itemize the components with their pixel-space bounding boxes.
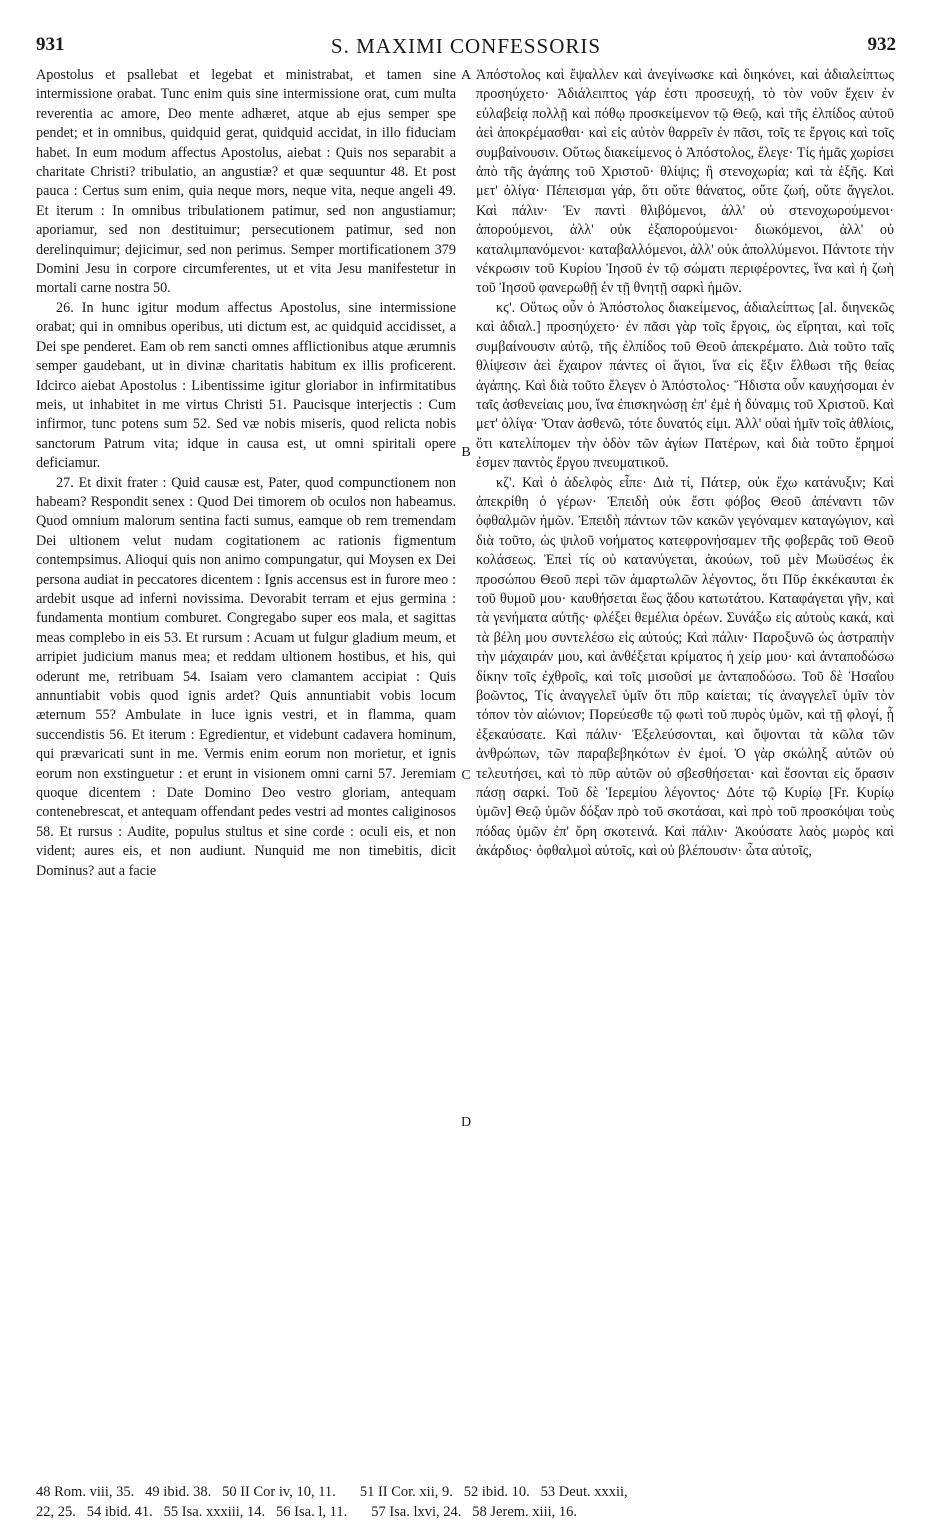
latin-paragraph: 26. In hunc igitur modum affectus Apostolus, sine intermissione orabat; qui in omnibus operibus, uti dictum est, ac quidquid accidisset, a Dei spe penderet. Eam ob rem sancti omnes afflictionibus atque ærumnis semper gaudebant, ut in divinæ charitatis habitum ex illis proficerent. Idcirco aiebat Apostolus : Libentissime igitur gloriabor in infirmitatibus meis, ut inhabitet in me virtus Christi 51. Paucisque interjectis : Cum infirmor, tunc potens sum 52. Sed væ nobis miseris, quod relicta nobis sanctorum Patrum vita; idque in causa est, ut omni spiritali opere deficiamur.: [36, 299, 456, 472]
footnote-text: 57 Isa. lxvi, 24. 58 Jerem. xiii, 16.: [371, 1504, 577, 1520]
latin-column: [36, 66, 456, 881]
footnotes: [36, 1482, 896, 1522]
footnote-text: 22, 25. 54 ibid. 41. 55 Isa. xxxiii, 14. 56 Isa. l, 11.: [36, 1504, 348, 1520]
margin-marker-b: B: [461, 445, 471, 460]
footnote-line: [36, 1502, 896, 1522]
footnote-line: [36, 1482, 896, 1502]
margin-marker-a: A: [460, 68, 472, 83]
running-title: S. MAXIMI CONFESSORIS: [330, 34, 602, 58]
page-number-left: 931: [36, 34, 65, 55]
latin-paragraph: Apostolus et psallebat et legebat et ministrabat, et tamen sine intermissione orabat. Tunc enim quis sine intermissione orat, cum multa reverentia ac amore, Deo mente adhæret, atque ab ejus semper spe pendet; et in omnibus, quidquid gerat, quidquid accidat, in illo fiduciam habet. In eum modum affectus Apostolus, aiebat : Quis nos separabit a charitate Christi? tribulatio, an angustiæ? et quæ sequuntur 48. Et post pauca : Certus sum enim, quia neque mors, neque vita, neque angeli 49. Et iterum : In omnibus tribulationem patimur, sed non angustiamur; aporiamur, sed non destituimur; persecutionem patimur, sed non derelinquimur; dejicimur, sed non perimus. Semper mortificationem 379 Domini Jesu in corpore circumferentes, ut et vita Jesu manifestetur in mortali carne nostra 50.: [36, 67, 456, 297]
greek-paragraph: κζ'. Καὶ ὁ ἀδελφὸς εἶπε· Διὰ τί, Πάτερ, οὐκ ἔχω κατάνυξιν; Καὶ ἀπεκρίθη ὁ γέρων· Ἐπειδὴ οὐκ ἔστι φόβος Θεοῦ ἀπέναντι τῶν ὀφθαλμῶν ἡμῶν. Ἐπειδὴ πάντων τῶν κακῶν γεγόναμεν καταγώγιον, καὶ διὰ τοῦτο, ὡς ψιλοῦ νοήματος κατεφρονήσαμεν τῆς φοβερᾶς τοῦ Θεοῦ κολάσεως. Ἐπεὶ τίς οὐ κατανύγεται, ἀκούων, τοῦ μὲν Μωϋσέως ἐκ προσώπου Θεοῦ περὶ τῶν ἁμαρτωλῶν λέγοντος, ὅτι Πῦρ ἐκκέκαυται ἐκ τοῦ θυμοῦ μου· καυθήσεται ἕως ᾅδου κατωτάτου. Καταφάγεται γῆν, καὶ τὰ γενήματα αὐτῆς· φλέξει θεμέλια ὀρέων. Συνάξω εἰς αὐτοὺς κακά, καὶ τὰ βέλη μου συντελέσω εἰς αὐτούς; Καὶ πάλιν· Παροξυνῶ ὡς ἀστραπὴν τὴν μάχαιράν μου, καὶ ἀνθέξεται κρίματος ἡ χείρ μου· καὶ ἀνταποδώσω δίκην τοῖς ἐχθροῖς, καὶ τοῖς μισοῦσί με ἀνταποδώσω. Τοῦ δὲ Ἡσαΐου βοῶντος, Τίς ἀναγγελεῖ ὑμῖν ὅτι πῦρ καίεται; τίς ἀναγγελεῖ ὑμῖν τὸν τόπον τὸν αἰώνιον; Πορεύεσθε τῷ φωτὶ τοῦ πυρὸς ὑμῶν, καὶ τῇ φλογί, ᾗ ἐξεκαύσατε. Καὶ πάλιν· Ἐξελεύσονται, καὶ ὄψονται τὰ κῶλα τῶν ἀνθρώπων, τῶν παραβεβηκότων ἐν ἐμοί. Ὁ γὰρ σκώληξ αὐτῶν οὐ τελευτήσει, καὶ τὸ πῦρ αὐτῶν οὐ σβεσθήσεται· καὶ ἔσονται εἰς ὅρασιν πάσῃ σαρκί. Τοῦ δὲ Ἱερεμίου λέγοντος· Δότε τῷ Κυρίῳ [Fr. Κυρίῳ ὑμῶν] Θεῷ ὑμῶν δόξαν πρὸ τοῦ σκοτάσαι, καὶ πρὸ τοῦ προσκόψαι τοὺς πόδας ὑμῶν ἐπ' ὄρη σκοτεινά. Καὶ πάλιν· Ἀκούσατε λαὸς μωρὸς καὶ ἀκάρδιος· ὀφθαλμοὶ αὐτοῖς, καὶ οὐ βλέπουσιν· ὦτα αὐτοῖς,: [476, 474, 894, 860]
footnote-text: 48 Rom. viii, 35. 49 ibid. 38. 50 II Cor iv, 10, 11.: [36, 1484, 336, 1500]
footnote-text: 51 II Cor. xii, 9. 52 ibid. 10. 53 Deut. xxxii,: [359, 1484, 628, 1500]
margin-marker-d: D: [460, 1115, 472, 1130]
margin-marker-c: C: [461, 768, 471, 783]
greek-paragraph: Ἀπόστολος καὶ ἔψαλλεν καὶ ἀνεγίνωσκε καὶ διηκόνει, καὶ ἀδιαλείπτως προσηύχετο· Ἀδιάλειπτος γάρ ἐστι προσευχή, τὸ τὸν νοῦν ἔχειν ἐν εὐλαβείᾳ πολλῇ καὶ πόθῳ προσκείμενον τῷ Θεῷ, καὶ τῆς ἐλπίδος αὐτοῦ ἀεὶ ἀποκρέμασθαι· καὶ εἰς αὐτὸν θαρρεῖν ἐν πᾶσι, τοῖς τε ἔργοις καὶ τοῖς συμβαίνουσιν. Οὕτως διακείμενος ὁ Ἀπόστολος, ἔλεγε· Τίς ἡμᾶς χωρίσει ἀπὸ τῆς ἀγάπης τοῦ Χριστοῦ· θλίψις; ἢ στενοχωρία; καὶ τὰ ἑξῆς. Καὶ μετ' ὀλίγα· Πέπεισμαι γάρ, ὅτι οὔτε θάνατος, οὔτε ζωή, οὔτε ἄγγελοι. Καὶ πάλιν· Ἐν παντὶ θλιβόμενοι, ἀλλ' οὐ στενοχωρούμενοι· ἀπορούμενοι, ἀλλ' οὐκ ἐξαπορούμενοι· διωκόμενοι, ἀλλ' οὐ καταλιμπανόμενοι· καταβαλλόμενοι, ἀλλ' οὐκ ἀπολλύμενοι. Πάντοτε τὴν νέκρωσιν τοῦ Κυρίου Ἰησοῦ ἐν τῷ σώματι περιφέροντες, ἵνα καὶ ἡ ζωὴ τοῦ Ἰησοῦ φανερωθῇ ἐν τῇ θνητῇ σαρκὶ ἡμῶν.: [476, 67, 894, 297]
page-header: [36, 34, 896, 60]
greek-paragraph: κϛ'. Οὕτως οὖν ὁ Ἀπόστολος διακείμενος, ἀδιαλείπτως [al. διηνεκῶς καὶ ἀδιαλ.] προσηύχετο· ἐν πᾶσι γὰρ τοῖς ἔργοις, ὡς εἴρηται, καὶ τοῖς συμβαίνουσιν αὐτῷ, τῆς ἐλπίδος τοῦ Θεοῦ ἀπεκρέματο. Διὰ τοῦτο ταῖς θλίψεσιν ἀεὶ ἔχαιρον πάντες οἱ ἅγιοι, ἵνα εἰς ἕξιν ἔλθωσι τῆς θείας ἀγάπης. Καὶ διὰ τοῦτο ἔλεγεν ὁ Ἀπόστολος· Ἥδιστα οὖν καυχήσομαι ἐν ταῖς ἀσθενείαις μου, ἵνα ἐπισκηνώσῃ ἐπ' ἐμὲ ἡ δύναμις τοῦ Χριστοῦ. Καὶ μετ' ὀλίγα· Ὅταν ἀσθενῶ, τότε δυνατός εἰμι. Ἀλλ' οὐαὶ ἡμῖν τοῖς ἀθλίοις, ὅτι κατελίπομεν τὴν ὁδὸν τῶν ἁγίων Πατέρων, καὶ διὰ τοῦτο ἔρημοί ἐσμεν παντὸς ἔργου πνευματικοῦ.: [476, 299, 894, 472]
greek-column: [476, 66, 894, 862]
page-number-right: 932: [867, 34, 896, 55]
latin-paragraph: 27. Et dixit frater : Quid causæ est, Pater, quod compunctionem non habeam? Respondit senex : Quod Dei timorem ob oculos non habeamus. Quod omnium malorum sentina facti sumus, eamque ob rem tremendam Dei ultionem velut nudam cogitationem ac rationis figmentum contempsimus. Alioqui quis non animo compungatur, qui Moysen ex Dei persona audiat in peccatores dicentem : Ignis accensus est in furore meo : ardebit usque ad inferni novissima. Devorabit terram et ejus germina : fundamenta montium comburet. Congregabo super eos mala, et sagittas meas complebo in eis 53. Et rursum : Acuam ut fulgur gladium meum, et arripiet judicium manus mea; et reddam ultionem hostibus, et his, qui oderunt me, retribuam 54. Isaiam vero clamantem accipiat : Quis annuntiabit vobis quod ignis ardet? Quis annuntiabit vobis locum æternum 55? Ambulate in luce ignis vestri, et in flamma, quam succendistis 56. Et iterum : Egredientur, et videbunt cadavera hominum, qui prævaricati sunt in me. Vermis enim eorum non morietur, et ignis eorum non exstinguetur : et erunt in visionem omni carni 57. Jeremiam quoque dicentem : Date Domino Deo vestro gloriam, antequam contenebrescat, et antequam offendant pedes vestri ad montes caliginosos 58. Et rursus : Audite, populus stultus et sine corde : oculi eis, et non vident; aures eis, et non audiunt. Nunquid me non timebitis, dicit Dominus? aut a facie: [36, 474, 456, 879]
